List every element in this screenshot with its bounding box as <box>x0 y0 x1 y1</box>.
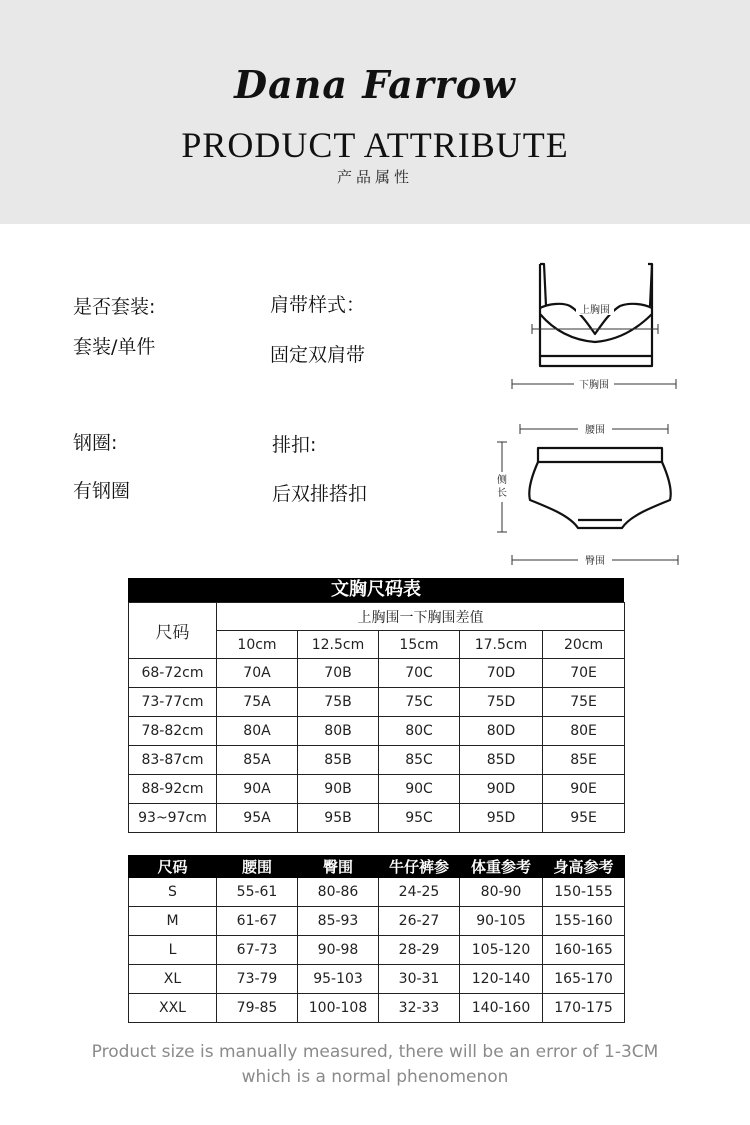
bra-size-cell: 75C <box>379 688 460 717</box>
panty-cell: 105-120 <box>460 936 543 965</box>
panty-cell: 170-175 <box>543 994 625 1023</box>
bra-size-cell: 70C <box>379 659 460 688</box>
panty-hip-label: 臀围 <box>585 556 605 567</box>
bra-size-cell: 80C <box>379 717 460 746</box>
panty-cell: 160-165 <box>543 936 625 965</box>
bra-size-cell: 75B <box>298 688 379 717</box>
panty-cell: 24-25 <box>379 878 460 907</box>
panty-cell: 80-90 <box>460 878 543 907</box>
table-row <box>129 746 625 775</box>
panty-outline-icon <box>529 448 670 528</box>
size-note-line-1: Product size is manually measured, there will be an error of 1-3CM <box>91 1042 659 1062</box>
panty-cell: 85-93 <box>298 907 379 936</box>
header-banner <box>0 0 750 224</box>
panty-cell: L <box>129 936 217 965</box>
bra-diff-header: 上胸围一下胸围差值 <box>217 603 625 631</box>
attr-wire-value: 有钢圈 <box>73 480 131 502</box>
bra-diff-cell: 20cm <box>543 631 625 659</box>
bra-size-cell: 95A <box>217 804 298 833</box>
panty-cell: 150-155 <box>543 878 625 907</box>
underbust-cell: 73-77cm <box>129 688 217 717</box>
bra-size-cell: 75D <box>460 688 543 717</box>
bra-diff-cell: 12.5cm <box>298 631 379 659</box>
panty-cell: XL <box>129 965 217 994</box>
table-row <box>129 936 625 965</box>
table-row <box>129 907 625 936</box>
panty-cell: 61-67 <box>217 907 298 936</box>
attr-hook-value: 后双排搭扣 <box>272 483 368 505</box>
bra-size-cell: 85C <box>379 746 460 775</box>
bra-size-cell: 80D <box>460 717 543 746</box>
panty-header-cell: 臀围 <box>298 856 379 878</box>
bra-size-cell: 70E <box>543 659 625 688</box>
underbust-cell: 68-72cm <box>129 659 217 688</box>
panty-cell: 90-98 <box>298 936 379 965</box>
attr-hook-label: 排扣: <box>272 434 317 456</box>
bra-size-cell: 70D <box>460 659 543 688</box>
bra-size-cell: 70B <box>298 659 379 688</box>
panty-side-label-1: 侧 <box>497 475 507 486</box>
attr-set-label: 是否套装: <box>73 296 156 318</box>
panty-cell: 30-31 <box>379 965 460 994</box>
bra-size-cell: 95C <box>379 804 460 833</box>
panty-size-table <box>128 855 625 1023</box>
attr-strap-value: 固定双肩带 <box>270 344 366 366</box>
table-row <box>129 804 625 833</box>
underbust-cell: 83-87cm <box>129 746 217 775</box>
table-row <box>129 688 625 717</box>
bra-size-header: 尺码 <box>129 603 217 659</box>
bra-size-cell: 85B <box>298 746 379 775</box>
panty-cell: 140-160 <box>460 994 543 1023</box>
panty-side-label-2: 长 <box>497 488 507 499</box>
underbust-cell: 78-82cm <box>129 717 217 746</box>
bra-diagram <box>500 258 690 398</box>
attr-set-value: 套装/单件 <box>73 336 156 358</box>
page-title: PRODUCT ATTRIBUTE <box>181 125 569 165</box>
bra-size-cell: 90E <box>543 775 625 804</box>
attr-strap-label: 肩带样式： <box>270 294 366 316</box>
panty-cell: 90-105 <box>460 907 543 936</box>
panty-cell: 67-73 <box>217 936 298 965</box>
panty-cell: 95-103 <box>298 965 379 994</box>
bra-size-cell: 90B <box>298 775 379 804</box>
bra-table-title: 文胸尺码表 <box>128 578 624 602</box>
bra-size-cell: 90D <box>460 775 543 804</box>
table-row <box>129 965 625 994</box>
page-subtitle: 产品属性 <box>336 168 413 186</box>
underbust-cell: 88-92cm <box>129 775 217 804</box>
bra-diff-cell: 10cm <box>217 631 298 659</box>
panty-cell: 26-27 <box>379 907 460 936</box>
bra-size-cell: 95B <box>298 804 379 833</box>
panty-cell: 165-170 <box>543 965 625 994</box>
bra-size-table <box>128 602 625 833</box>
table-row <box>129 775 625 804</box>
bra-size-cell: 85D <box>460 746 543 775</box>
attr-wire-label: 钢圈: <box>73 432 118 454</box>
panty-header-cell: 腰围 <box>217 856 298 878</box>
bra-size-cell: 90A <box>217 775 298 804</box>
table-row <box>129 878 625 907</box>
panty-diagram <box>490 416 690 568</box>
panty-header-cell: 身高参考 <box>543 856 625 878</box>
bra-upper-label: 上胸围 <box>580 305 610 316</box>
bra-size-cell: 75A <box>217 688 298 717</box>
panty-cell: 155-160 <box>543 907 625 936</box>
panty-cell: 79-85 <box>217 994 298 1023</box>
bra-diff-cell: 15cm <box>379 631 460 659</box>
table-row <box>129 659 625 688</box>
underbust-cell: 93~97cm <box>129 804 217 833</box>
bra-under-label: 下胸围 <box>579 380 609 391</box>
panty-waist-label: 腰围 <box>585 425 605 436</box>
bra-size-cell: 75E <box>543 688 625 717</box>
bra-size-cell: 70A <box>217 659 298 688</box>
panty-cell: 32-33 <box>379 994 460 1023</box>
bra-size-cell: 95D <box>460 804 543 833</box>
panty-cell: XXL <box>129 994 217 1023</box>
bra-size-cell: 80B <box>298 717 379 746</box>
bra-size-cell: 95E <box>543 804 625 833</box>
panty-cell: 80-86 <box>298 878 379 907</box>
bra-size-cell: 90C <box>379 775 460 804</box>
table-row <box>129 994 625 1023</box>
panty-cell: M <box>129 907 217 936</box>
bra-size-cell: 80A <box>217 717 298 746</box>
brand-logo: Dana Farrow <box>234 62 516 107</box>
panty-cell: 100-108 <box>298 994 379 1023</box>
bra-size-cell: 85A <box>217 746 298 775</box>
panty-cell: 73-79 <box>217 965 298 994</box>
panty-header-cell: 体重参考 <box>460 856 543 878</box>
table-row <box>129 717 625 746</box>
bra-diff-cell: 17.5cm <box>460 631 543 659</box>
size-note-line-2: which is a normal phenomenon <box>241 1067 509 1087</box>
panty-cell: 120-140 <box>460 965 543 994</box>
panty-cell: 55-61 <box>217 878 298 907</box>
panty-cell: 28-29 <box>379 936 460 965</box>
bra-size-cell: 80E <box>543 717 625 746</box>
bra-size-cell: 85E <box>543 746 625 775</box>
panty-header-cell: 尺码 <box>129 856 217 878</box>
panty-cell: S <box>129 878 217 907</box>
panty-header-cell: 牛仔裤参 <box>379 856 460 878</box>
